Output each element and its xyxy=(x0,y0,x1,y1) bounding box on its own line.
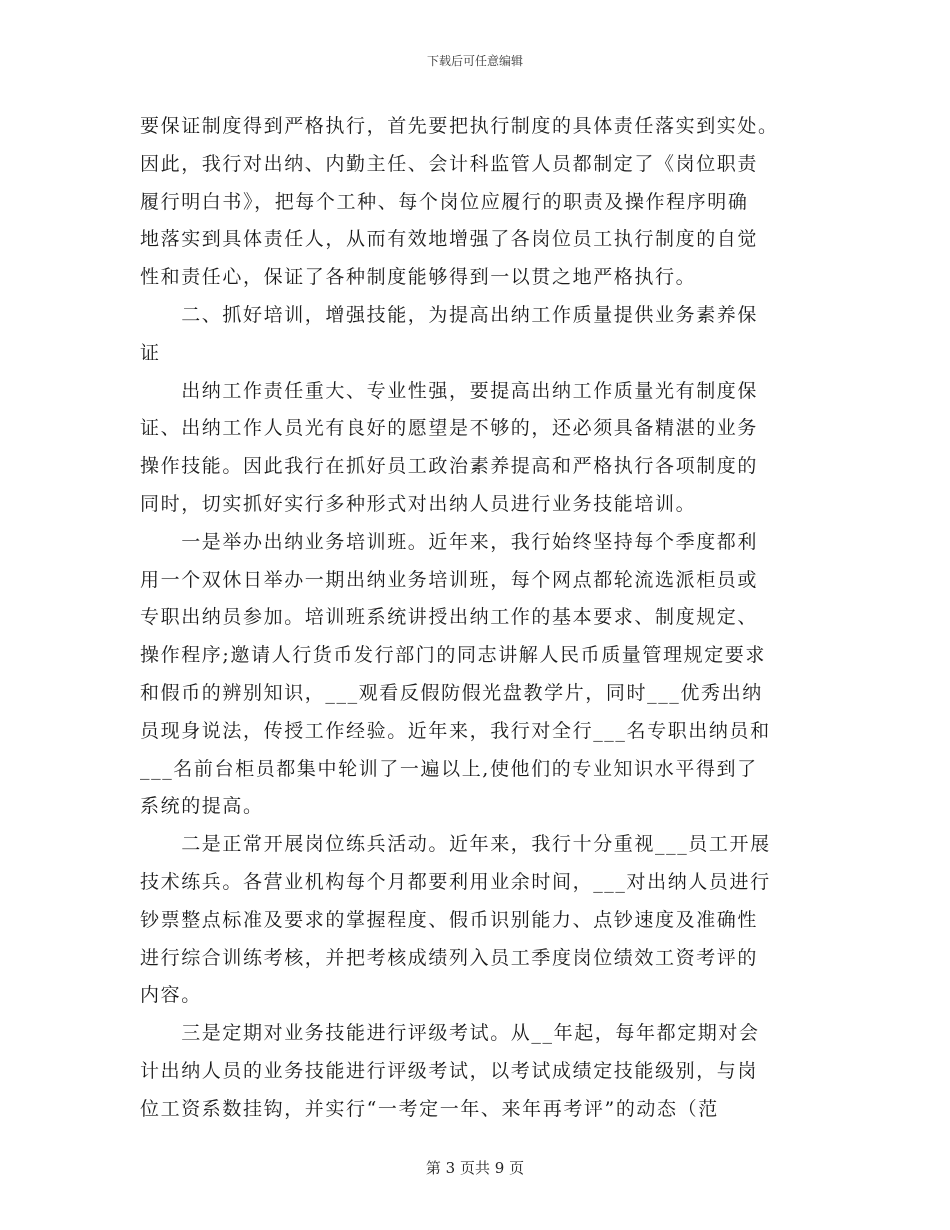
document-body xyxy=(140,108,812,1129)
text-line: 证、出纳工作人员光有良好的愿望是不够的，还必须具备精湛的业务 xyxy=(140,417,759,440)
text-line: 技术练兵。各营业机构每个月都要利用业余时间，___对出纳人员进行 xyxy=(140,870,771,893)
page-header-note: 下载后可任意编辑 xyxy=(426,54,523,68)
text-line: 一是举办出纳业务培训班。近年来，我行始终坚持每个季度都利 xyxy=(140,530,759,553)
text-line: 系统的提高。 xyxy=(140,795,264,818)
page-number: 第 3 页共 9 页 xyxy=(425,1159,525,1177)
section-heading-line: 证 xyxy=(140,341,161,364)
text-line: 操作技能。因此我行在抓好员工政治素养提高和严格执行各项制度的 xyxy=(140,455,759,478)
text-line: 地落实到具体责任人，从而有效地增强了各岗位员工执行制度的自觉 xyxy=(140,228,759,251)
text-line: 钞票整点标准及要求的掌握程度、假币识别能力、点钞速度及准确性 xyxy=(140,908,759,931)
text-line: 专职出纳员参加。培训班系统讲授出纳工作的基本要求、制度规定、 xyxy=(140,606,759,629)
text-line: 位工资系数挂钩，并实行“一考定一年、来年再考评”的动态（范 xyxy=(140,1097,719,1120)
text-line: 履行明白书》，把每个工种、每个岗位应履行的职责及操作程序明确 xyxy=(140,190,749,213)
text-line: 用一个双休日举办一期出纳业务培训班，每个网点都轮流选派柜员或 xyxy=(140,568,759,591)
text-line: 同时，切实抓好实行多种形式对出纳人员进行业务技能培训。 xyxy=(140,492,697,515)
text-line: 操作程序;邀请人行货币发行部门的同志讲解人民币质量管理规定要求 xyxy=(140,644,767,667)
text-line: 三是定期对业务技能进行评级考试。从__年起，每年都定期对会 xyxy=(140,1022,760,1045)
text-line: 计出纳人员的业务技能进行评级考试，以考试成绩定技能级别，与岗 xyxy=(140,1059,759,1082)
text-line: 内容。 xyxy=(140,984,202,1007)
text-line: 性和责任心，保证了各种制度能够得到一以贯之地严格执行。 xyxy=(140,266,697,289)
text-line: 要保证制度得到严格执行，首先要把执行制度的具体责任落实到实处。 xyxy=(140,115,779,137)
text-line: 员现身说法，传授工作经验。近年来，我行对全行___名专职出纳员和 xyxy=(140,719,771,742)
section-heading-line: 二、抓好培训，增强技能，为提高出纳工作质量提供业务素养保 xyxy=(140,303,759,326)
text-line: 二是正常开展岗位练兵活动。近年来，我行十分重视___员工开展 xyxy=(140,833,771,856)
text-line: ___名前台柜员都集中轮训了一遍以上,使他们的专业知识水平得到了 xyxy=(140,757,758,780)
text-line: 因此，我行对出纳、内勤主任、会计科监管人员都制定了《岗位职责 xyxy=(140,152,759,175)
text-line: 出纳工作责任重大、专业性强，要提高出纳工作质量光有制度保 xyxy=(140,379,759,402)
text-line: 进行综合训练考核，并把考核成绩列入员工季度岗位绩效工资考评的 xyxy=(140,946,759,969)
text-line: 和假币的辨别知识，___观看反假防假光盘教学片，同时___优秀出纳 xyxy=(140,681,763,704)
